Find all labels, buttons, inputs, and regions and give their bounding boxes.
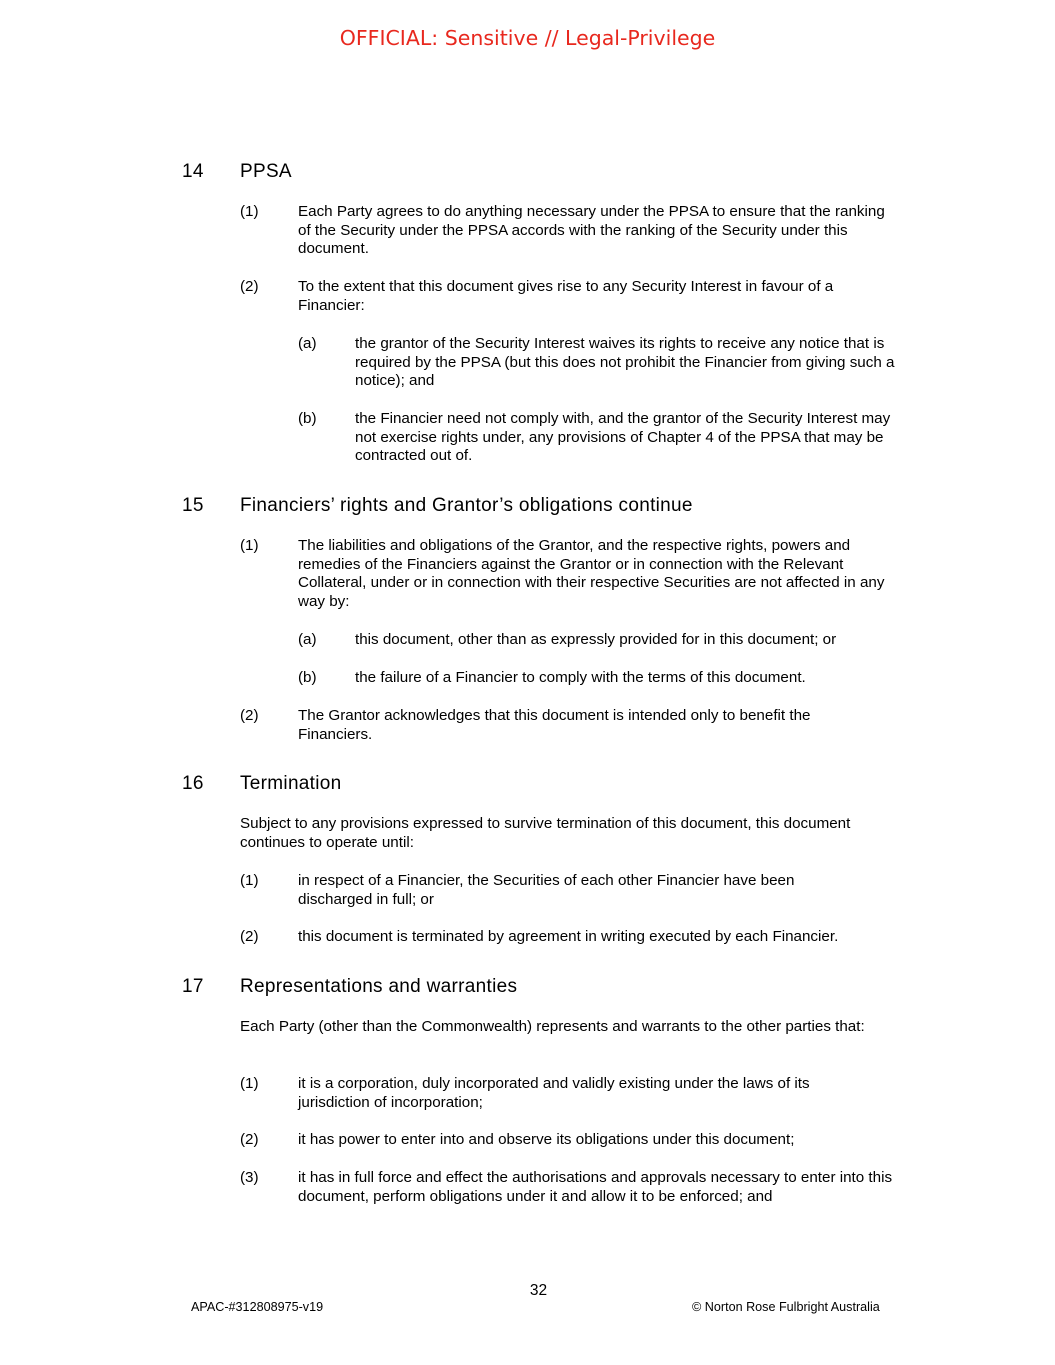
page-number: 32: [529, 1282, 548, 1299]
clause-text: The liabilities and obligations of the Grantor, and the respective rights, powers and remedies of the Financiers against the Grantor or in connection with the Relevant Collateral, under or in connection with their respective Securities are not affected in any way by:: [298, 537, 885, 610]
clause-label: (1): [240, 203, 259, 220]
clause-label: (2): [240, 1131, 259, 1148]
classification-banner: OFFICIAL: Sensitive // Legal-Privilege: [339, 26, 716, 50]
subclause-label: (a): [298, 631, 317, 648]
section-intro: Each Party (other than the Commonwealth) represents and warrants to the other parties that:: [240, 1018, 865, 1035]
section-intro: Subject to any provisions expressed to survive termination of this document, this document continues to operate until:: [240, 815, 851, 851]
clause-text: it is a corporation, duly incorporated and validly existing under the laws of its jurisdiction of incorporation;: [298, 1075, 810, 1111]
section-title: PPSA: [240, 161, 292, 182]
clause-text: it has power to enter into and observe its obligations under this document;: [298, 1131, 795, 1148]
clause-text: The Grantor acknowledges that this document is intended only to benefit the Financiers.: [298, 707, 811, 743]
clause-label: (1): [240, 537, 259, 554]
copyright-notice: © Norton Rose Fulbright Australia: [692, 1300, 880, 1314]
section-number: 14: [182, 161, 204, 182]
clause-text: it has in full force and effect the authorisations and approvals necessary to enter into this document, perform obligations under it and allow it to be enforced; and: [298, 1169, 893, 1205]
subclause-label: (b): [298, 410, 317, 427]
clause-text: Each Party agrees to do anything necessary under the PPSA to ensure that the ranking of the Security under the PPSA accords with the ranking of the Security under this document.: [298, 203, 885, 258]
subclause-text: the grantor of the Security Interest waives its rights to receive any notice that is required by the PPSA (but this does not prohibit the Financier from giving such a notice); and: [355, 335, 895, 390]
subclause-text: the failure of a Financier to comply with the terms of this document.: [355, 669, 806, 686]
subclause-text: the Financier need not comply with, and the grantor of the Security Interest may not exercise rights under, any provisions of Chapter 4 of the PPSA that may be contracted out of.: [355, 410, 891, 465]
section-title: Financiers’ rights and Grantor’s obligations continue: [240, 495, 693, 516]
clause-text: this document is terminated by agreement in writing executed by each Financier.: [298, 928, 839, 945]
clause-label: (2): [240, 928, 259, 945]
section-title: Representations and warranties: [240, 976, 518, 997]
clause-text: To the extent that this document gives rise to any Security Interest in favour of a Financier:: [298, 278, 834, 314]
subclause-label: (a): [298, 335, 317, 352]
section-title: Termination: [240, 773, 342, 794]
section-number: 15: [182, 495, 204, 516]
clause-label: (1): [240, 1075, 259, 1092]
clause-label: (2): [240, 707, 259, 724]
clause-label: (1): [240, 872, 259, 889]
section-number: 17: [182, 976, 204, 997]
clause-label: (2): [240, 278, 259, 295]
document-reference: APAC-#312808975-v19: [191, 1300, 324, 1314]
section-number: 16: [182, 773, 204, 794]
clause-label: (3): [240, 1169, 259, 1186]
subclause-label: (b): [298, 669, 317, 686]
clause-text: in respect of a Financier, the Securities of each other Financier have been discharged in full; or: [298, 872, 795, 908]
subclause-text: this document, other than as expressly provided for in this document; or: [355, 631, 837, 648]
